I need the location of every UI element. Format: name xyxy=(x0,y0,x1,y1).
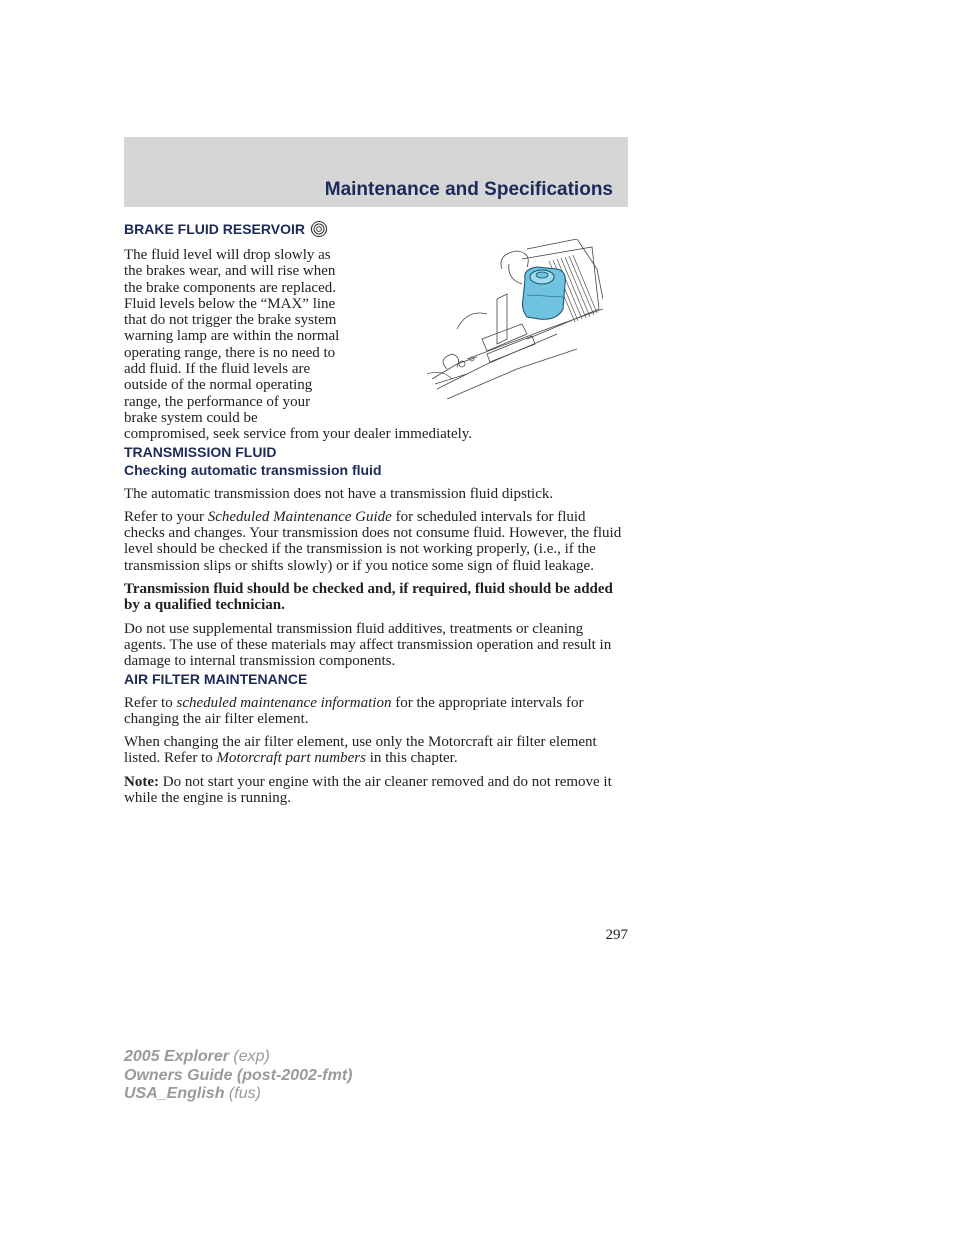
brake-line: brake system could be xyxy=(124,409,258,426)
text-segment: for scheduled intervals for fluid checks and changes. Your transmission does not consume fluid. However, the fluid level should be checked if the transmission is not working properly, (i.e., if the transmission slips or shifts slowly) or if you notice some sign of fluid leakage. xyxy=(124,508,622,574)
page-content xyxy=(124,220,628,806)
text-segment: When changing the air filter element, use only the Motorcraft air filter element listed. Refer to xyxy=(124,734,597,767)
note-label: Note: xyxy=(124,773,159,790)
air-filter-paragraph-1 xyxy=(124,695,628,728)
brake-line: Fluid levels below the “MAX” line xyxy=(124,295,336,312)
air-filter-heading: AIR FILTER MAINTENANCE xyxy=(124,670,308,687)
brake-text xyxy=(124,247,384,426)
brake-line: that do not trigger the brake system xyxy=(124,312,337,329)
air-filter-paragraph-2 xyxy=(124,734,628,767)
brake-line: outside of the normal operating xyxy=(124,377,313,394)
transmission-subheading: Checking automatic transmission fluid xyxy=(124,461,382,478)
footer-language: USA_English xyxy=(124,1085,225,1102)
text-segment: in this chapter. xyxy=(365,750,458,767)
transmission-warning: Transmission fluid should be checked and, if required, fluid should be added by a qualified technician. xyxy=(124,581,613,614)
brake-line: operating range, there is no need to xyxy=(124,344,336,361)
footer-line-1 xyxy=(124,1048,352,1067)
text-segment: Refer to xyxy=(124,694,177,711)
scheduled-maintenance-reference: scheduled maintenance information xyxy=(176,694,392,711)
transmission-paragraph-3: Do not use supplemental transmission fluid additives, treatments or cleaning agents. The use of these materials may affect transmission operation and result in damage to internal transmission components. xyxy=(124,620,612,670)
brake-line: range, the performance of your xyxy=(124,393,311,410)
brake-heading: BRAKE FLUID RESERVOIR xyxy=(124,221,305,237)
air-filter-note xyxy=(124,774,628,807)
transmission-paragraph-1: The automatic transmission does not have a transmission fluid dipstick. xyxy=(124,485,554,502)
footer-line-2 xyxy=(124,1067,352,1086)
brake-line: the brakes wear, and will rise when xyxy=(124,263,336,280)
note-text: Do not start your engine with the air cleaner removed and do not remove it while the engine is running. xyxy=(124,773,612,807)
text-segment: Refer to your xyxy=(124,508,208,525)
footer-guide: Owners Guide (post-2002-fmt) xyxy=(124,1066,353,1084)
transmission-heading: TRANSMISSION FLUID xyxy=(124,443,277,460)
chapter-header xyxy=(124,137,628,207)
brake-line: warning lamp are within the normal xyxy=(124,328,340,345)
scheduled-maintenance-guide-reference: Scheduled Maintenance Guide xyxy=(207,508,392,525)
brake-line: the brake components are replaced. xyxy=(124,279,336,296)
brake-section-header xyxy=(124,220,628,238)
brake-line: The fluid level will drop slowly as xyxy=(124,247,331,263)
footer-language-code: (fus) xyxy=(224,1085,261,1102)
brake-line: add fluid. If the fluid levels are xyxy=(124,361,311,378)
text-segment: for the appropriate intervals for changing the air filter element. xyxy=(124,694,584,727)
footer-model: 2005 Explorer xyxy=(124,1048,229,1065)
motorcraft-part-numbers-reference: Motorcraft part numbers xyxy=(216,750,366,767)
page-number: 297 xyxy=(605,927,628,943)
footer-model-code: (exp) xyxy=(228,1048,270,1065)
brake-fluid-reservoir-illustration xyxy=(427,239,603,399)
footer-line-3 xyxy=(124,1085,352,1104)
brake-last-line: compromised, seek service from your dealer immediately. xyxy=(124,426,473,443)
transmission-paragraph-2 xyxy=(124,509,628,574)
chapter-title: Maintenance and Specifications xyxy=(324,179,613,200)
document-footer xyxy=(124,1048,352,1104)
brake-warning-icon xyxy=(310,220,328,238)
brake-body xyxy=(124,247,628,443)
